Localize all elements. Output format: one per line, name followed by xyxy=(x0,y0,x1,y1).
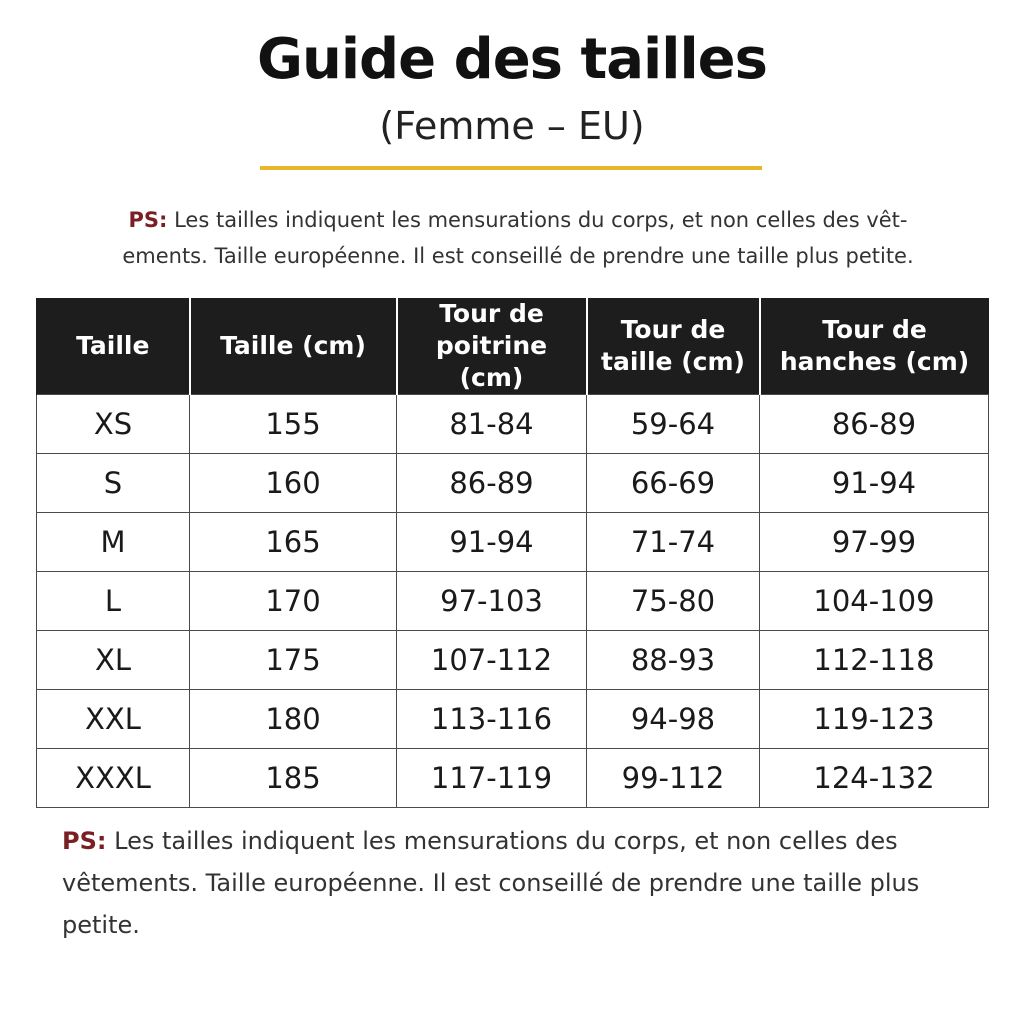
cell-height: 160 xyxy=(190,454,397,513)
cell-height: 185 xyxy=(190,749,397,808)
cell-size: S xyxy=(37,454,190,513)
table-row xyxy=(37,631,989,690)
table-row xyxy=(37,454,989,513)
table-row xyxy=(37,513,989,572)
cell-height: 155 xyxy=(190,395,397,454)
cell-height: 165 xyxy=(190,513,397,572)
note-top xyxy=(88,202,948,274)
header-taille-cm: Taille (cm) xyxy=(190,298,397,395)
note-top-text: Les tailles indiquent les mensurations du corps, et non celles des vêt-ements. Taille européenne. Il est conseillé de prendre une taille plus petite. xyxy=(122,208,914,268)
cell-hips: 91-94 xyxy=(760,454,989,513)
header-taille: Taille xyxy=(37,298,190,395)
header-tour-de-poitrine: Tour de poitrine (cm) xyxy=(397,298,587,395)
cell-hips: 97-99 xyxy=(760,513,989,572)
table-row xyxy=(37,395,989,454)
cell-waist: 75-80 xyxy=(587,572,760,631)
cell-size: XXL xyxy=(37,690,190,749)
header-tour-de-hanches: Tour de hanches (cm) xyxy=(760,298,989,395)
cell-hips: 104-109 xyxy=(760,572,989,631)
cell-hips: 119-123 xyxy=(760,690,989,749)
table-header-row xyxy=(37,298,989,395)
cell-waist: 88-93 xyxy=(587,631,760,690)
cell-bust: 97-103 xyxy=(397,572,587,631)
table-row xyxy=(37,749,989,808)
cell-hips: 86-89 xyxy=(760,395,989,454)
table-row xyxy=(37,572,989,631)
cell-height: 175 xyxy=(190,631,397,690)
cell-size: XL xyxy=(37,631,190,690)
cell-bust: 113-116 xyxy=(397,690,587,749)
cell-bust: 86-89 xyxy=(397,454,587,513)
cell-size: XXXL xyxy=(37,749,190,808)
cell-bust: 81-84 xyxy=(397,395,587,454)
cell-size: XS xyxy=(37,395,190,454)
cell-size: M xyxy=(37,513,190,572)
page-subtitle: (Femme – EU) xyxy=(379,104,645,148)
cell-height: 170 xyxy=(190,572,397,631)
cell-waist: 99-112 xyxy=(587,749,760,808)
cell-hips: 112-118 xyxy=(760,631,989,690)
cell-hips: 124-132 xyxy=(760,749,989,808)
note-top-label: PS: xyxy=(128,208,168,232)
title-divider xyxy=(260,166,762,170)
note-bottom xyxy=(62,820,982,946)
cell-bust: 107-112 xyxy=(397,631,587,690)
note-bottom-text: Les tailles indiquent les mensurations du corps, et non celles des vêtements. Taille européenne. Il est conseillé de prendre une taille plus petite. xyxy=(62,827,920,939)
cell-bust: 91-94 xyxy=(397,513,587,572)
cell-waist: 71-74 xyxy=(587,513,760,572)
note-bottom-label: PS: xyxy=(62,827,107,855)
cell-waist: 94-98 xyxy=(587,690,760,749)
cell-bust: 117-119 xyxy=(397,749,587,808)
page-title: Guide des tailles xyxy=(257,27,767,92)
cell-size: L xyxy=(37,572,190,631)
cell-waist: 66-69 xyxy=(587,454,760,513)
table-row xyxy=(37,690,989,749)
size-table xyxy=(36,298,989,808)
header-tour-de-taille: Tour de taille (cm) xyxy=(587,298,760,395)
cell-height: 180 xyxy=(190,690,397,749)
cell-waist: 59-64 xyxy=(587,395,760,454)
